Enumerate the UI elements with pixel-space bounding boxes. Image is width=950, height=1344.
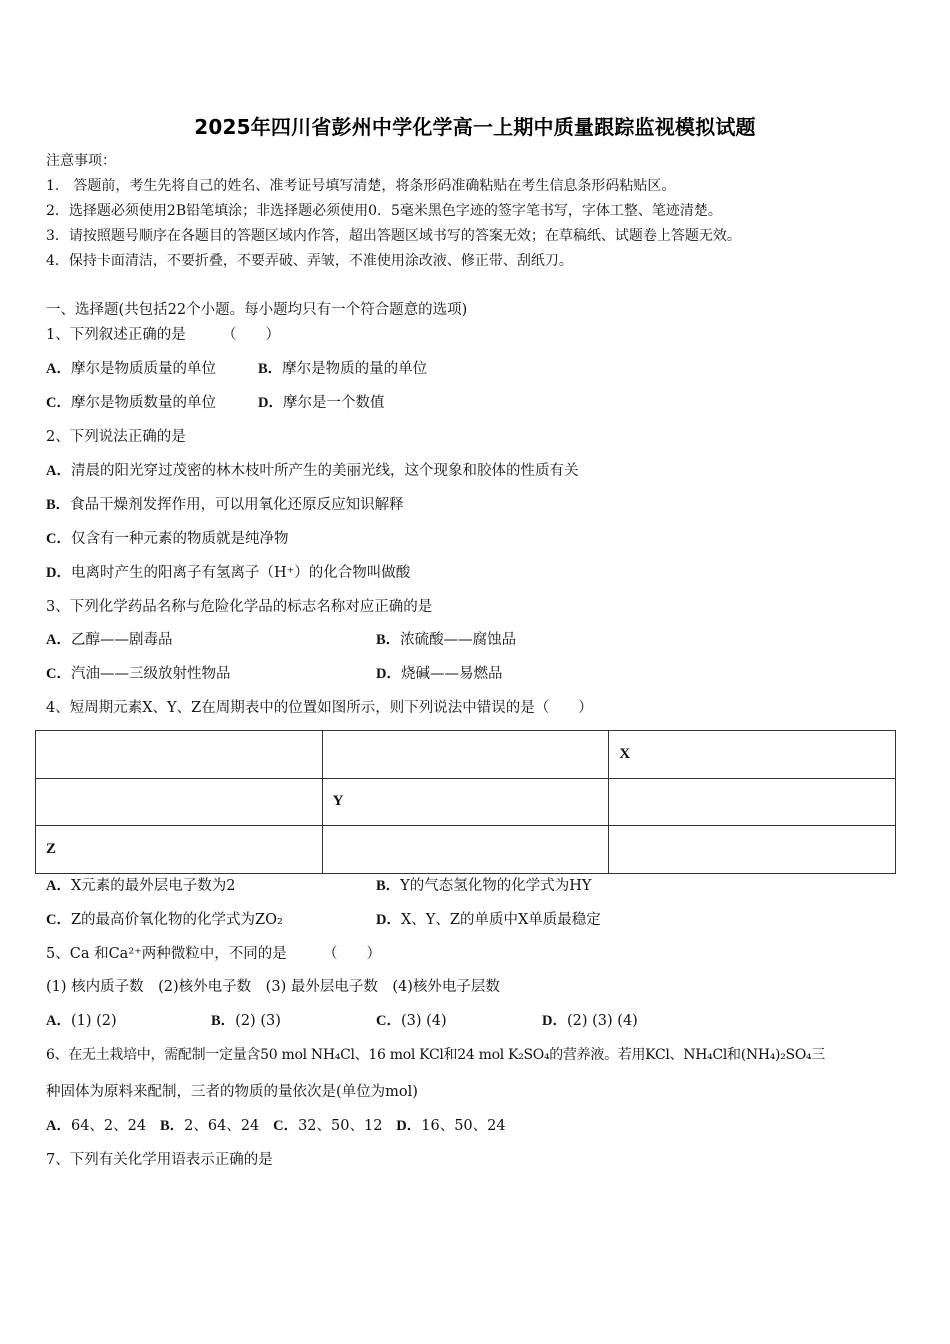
option-text: 摩尔是一个数值	[282, 395, 385, 411]
option-text: 16、50、24	[421, 1118, 506, 1134]
option-text: 浓硫酸——腐蚀品	[400, 632, 517, 648]
question-6-stem-line-1: 6、在无土栽培中，需配制一定量含50 mol NH₄Cl、16 mol KCl和24 mol K₂SO₄的营养液。若用KCl、NH₄Cl和(NH₄)₂SO₄三	[46, 1047, 826, 1063]
option-letter: B．	[376, 632, 401, 648]
option-text: (2) (3)	[235, 1013, 281, 1029]
notice-item-3: 3．请按照题号顺序在各题目的答题区域内作答，超出答题区域书写的答案无效；在草稿纸、试题卷上答题无效。	[46, 228, 741, 244]
option-letter: C．	[46, 395, 71, 411]
table-cell	[609, 826, 896, 874]
option-letter: B．	[159, 1118, 185, 1134]
option-letter: C．	[273, 1118, 299, 1134]
question-4-option-d	[376, 910, 601, 930]
question-3-option-d	[376, 664, 502, 684]
table-cell	[609, 778, 896, 826]
option-text: 仅含有一种元素的物质就是纯净物	[70, 531, 289, 547]
question-5-option-d	[542, 1011, 638, 1031]
question-1-option-c	[46, 393, 216, 413]
question-4-option-a	[46, 876, 236, 896]
option-text: X、Y、Z的单质中X单质最稳定	[400, 912, 601, 928]
question-4-stem: 4、短周期元素X、Y、Z在周期表中的位置如图所示，则下列说法中错误的是（ ）	[46, 700, 593, 716]
notice-heading: 注意事项：	[46, 153, 116, 169]
option-letter: A．	[46, 1118, 71, 1134]
table-row	[36, 778, 896, 826]
table-cell	[36, 778, 323, 826]
option-letter: A．	[46, 1013, 71, 1029]
question-3-option-a	[46, 630, 172, 650]
page-title: 2025年四川省彭州中学化学高一上期中质量跟踪监视模拟试题	[194, 115, 756, 139]
question-4-option-b	[376, 876, 591, 896]
option-text: (2) (3) (4)	[566, 1013, 638, 1029]
notice-item-4: 4．保持卡面清洁，不要折叠，不要弄破、弄皱，不准使用涂改液、修正带、刮纸刀。	[46, 253, 573, 269]
option-text: (3) (4)	[400, 1013, 447, 1029]
option-text: (1) (2)	[70, 1013, 117, 1029]
question-2-option-a	[46, 461, 578, 481]
question-1-option-b	[258, 359, 427, 379]
question-5-option-c	[376, 1011, 447, 1031]
section-heading: 一、选择题(共包括22个小题。每小题均只有一个符合题意的选项)	[46, 302, 468, 318]
question-2-option-c	[46, 529, 288, 549]
option-text: 清晨的阳光穿过茂密的林木枝叶所产生的美丽光线，这个现象和胶体的性质有关	[70, 463, 579, 479]
question-2-option-b	[46, 495, 404, 515]
option-letter: A．	[46, 632, 71, 648]
option-text: 摩尔是物质的量的单位	[282, 361, 428, 377]
table-cell	[322, 731, 609, 779]
question-5-option-b	[211, 1011, 281, 1031]
option-letter: D．	[46, 565, 71, 581]
option-letter: A．	[46, 463, 71, 479]
periodic-table-grid	[35, 730, 896, 874]
option-text: 32、50、12	[298, 1118, 383, 1134]
question-5-items: (1) 核内质子数 (2)核外电子数 (3) 最外层电子数 (4)核外电子层数	[46, 979, 500, 995]
option-letter: C．	[46, 531, 71, 547]
option-letter: C．	[46, 666, 71, 682]
table-cell	[322, 826, 609, 874]
table-row	[36, 826, 896, 874]
table-cell-z: Z	[36, 826, 323, 874]
option-text: 2、64、24	[184, 1118, 260, 1134]
option-text: 64、2、24	[70, 1118, 147, 1134]
option-text: 烧碱——易燃品	[400, 666, 503, 682]
table-row	[36, 731, 896, 779]
option-letter: D．	[376, 912, 401, 928]
question-5-option-a	[46, 1011, 117, 1031]
question-7-stem: 7、下列有关化学用语表示正确的是	[46, 1152, 273, 1168]
option-letter: A．	[46, 878, 71, 894]
question-6-stem-line-2: 种固体为原料来配制，三者的物质的量依次是(单位为mol)	[46, 1084, 418, 1100]
option-letter: A．	[46, 361, 71, 377]
question-4-option-c	[46, 910, 283, 930]
option-letter: D．	[376, 666, 401, 682]
option-text: 摩尔是物质数量的单位	[70, 395, 216, 411]
question-3-stem: 3、下列化学药品名称与危险化学品的标志名称对应正确的是	[46, 599, 433, 615]
option-letter: B．	[258, 361, 283, 377]
option-text: Z的最高价氧化物的化学式为ZO₂	[70, 912, 283, 928]
table-cell-x: X	[609, 731, 896, 779]
option-text: 食品干燥剂发挥作用，可以用氧化还原反应知识解释	[70, 497, 404, 513]
question-1-option-a	[46, 359, 216, 379]
option-text: Y的气态氢化物的化学式为HY	[400, 878, 592, 894]
option-text: 摩尔是物质质量的单位	[70, 361, 216, 377]
question-2-option-d	[46, 563, 410, 583]
notice-item-1: 1. 答题前，考生先将自己的姓名、准考证号填写清楚，将条形码准确粘贴在考生信息条形码粘贴区。	[46, 178, 676, 194]
question-1-option-d	[258, 393, 384, 413]
option-text: X元素的最外层电子数为2	[70, 878, 236, 894]
question-6-options	[46, 1116, 506, 1136]
notice-item-2: 2．选择题必须使用2B铅笔填涂；非选择题必须使用0．5毫米黑色字迹的签字笔书写，字体工整、笔迹清楚。	[46, 203, 722, 219]
option-letter: D．	[396, 1118, 422, 1134]
option-letter: B．	[376, 878, 401, 894]
option-letter: D．	[542, 1013, 567, 1029]
option-text: 汽油——三级放射性物品	[70, 666, 231, 682]
option-letter: D．	[258, 395, 283, 411]
option-letter: B．	[46, 497, 71, 513]
option-letter: C．	[46, 912, 71, 928]
option-letter: C．	[376, 1013, 401, 1029]
question-3-option-c	[46, 664, 230, 684]
table-cell-y: Y	[322, 778, 609, 826]
question-2-stem: 2、下列说法正确的是	[46, 429, 186, 445]
option-text: 电离时产生的阳离子有氢离子（H⁺）的化合物叫做酸	[70, 565, 411, 581]
question-3-option-b	[376, 630, 516, 650]
table-cell	[36, 731, 323, 779]
question-5-stem: 5、Ca 和Ca²⁺两种微粒中，不同的是 （ ）	[46, 946, 382, 962]
option-text: 乙醇——剧毒品	[70, 632, 173, 648]
question-1-stem: 1、下列叙述正确的是 （ ）	[46, 327, 280, 343]
option-letter: B．	[211, 1013, 236, 1029]
